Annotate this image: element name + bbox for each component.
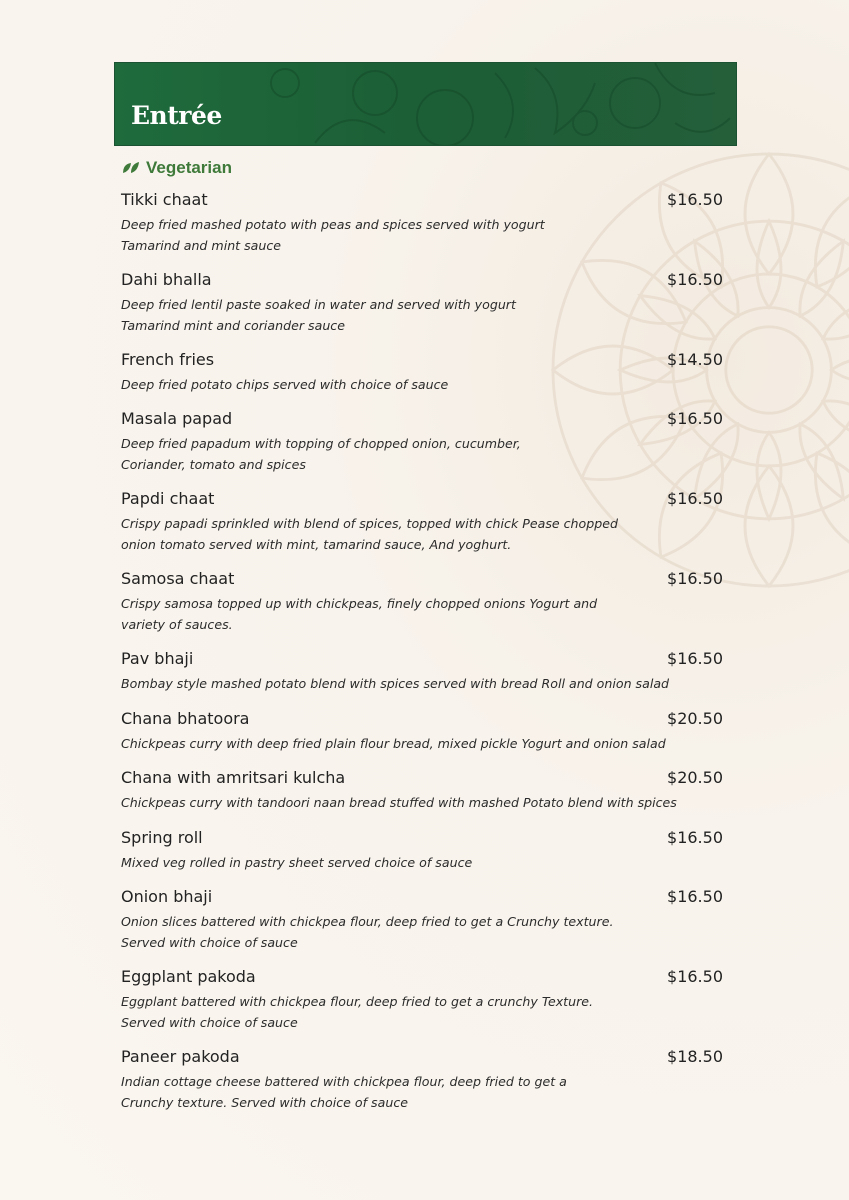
item-name: Chana bhatoora: [121, 709, 250, 728]
item-name: Paneer pakoda: [121, 1047, 240, 1066]
item-price: $16.50: [667, 887, 723, 906]
item-description: Deep fried mashed potato with peas and spices served with yogurt Tamarind and mint sauce: [121, 217, 545, 253]
section-heading: [122, 158, 232, 178]
item-name: Onion bhaji: [121, 887, 213, 906]
item-name: Papdi chaat: [121, 489, 215, 508]
item-price: $16.50: [667, 828, 723, 847]
item-description: Crispy samosa topped up with chickpeas, finely chopped onions Yogurt and variety of sauces.: [121, 596, 598, 632]
item-name: Eggplant pakoda: [121, 967, 256, 986]
item-price: $16.50: [667, 569, 723, 588]
item-description: Onion slices battered with chickpea flour, deep fried to get a Crunchy texture. Served with choice of sauce: [121, 914, 614, 950]
item-description: Eggplant battered with chickpea flour, deep fried to get a crunchy Texture. Served with choice of sauce: [121, 994, 593, 1030]
item-description: Chickpeas curry with tandoori naan bread stuffed with mashed Potato blend with spices: [121, 795, 677, 810]
item-name: Masala papad: [121, 409, 233, 428]
item-description: Mixed veg rolled in pastry sheet served choice of sauce: [121, 855, 473, 870]
item-name: Chana with amritsari kulcha: [121, 768, 346, 787]
item-price: $20.50: [667, 768, 723, 787]
item-price: $16.50: [667, 967, 723, 986]
item-description: Crispy papadi sprinkled with blend of spices, topped with chick Pease chopped onion tomato served with mint, tamarind sauce, And yoghurt.: [121, 516, 618, 552]
item-description: Deep fried potato chips served with choice of sauce: [121, 377, 449, 392]
item-price: $18.50: [667, 1047, 723, 1066]
item-name: Dahi bhalla: [121, 270, 212, 289]
item-description: Deep fried lentil paste soaked in water and served with yogurt Tamarind mint and coriander sauce: [121, 297, 516, 333]
item-price: $20.50: [667, 709, 723, 728]
item-description: Deep fried papadum with topping of chopped onion, cucumber, Coriander, tomato and spices: [121, 436, 521, 472]
page-title: Entrée: [131, 101, 222, 130]
item-name: French fries: [121, 350, 215, 369]
item-price: $16.50: [667, 190, 723, 209]
item-price: $16.50: [667, 409, 723, 428]
item-price: $16.50: [667, 489, 723, 508]
item-price: $14.50: [667, 350, 723, 369]
item-description: Chickpeas curry with deep fried plain flour bread, mixed pickle Yogurt and onion salad: [121, 736, 666, 751]
item-name: Spring roll: [121, 828, 203, 847]
section-label: Vegetarian: [146, 158, 232, 177]
item-name: Pav bhaji: [121, 649, 194, 668]
item-name: Tikki chaat: [121, 190, 208, 209]
item-price: $16.50: [667, 270, 723, 289]
item-name: Samosa chaat: [121, 569, 235, 588]
item-description: Indian cottage cheese battered with chickpea flour, deep fried to get a Crunchy texture. Served with choice of sauce: [121, 1074, 567, 1110]
item-description: Bombay style mashed potato blend with spices served with bread Roll and onion salad: [121, 676, 670, 691]
leaf-icon: [122, 161, 140, 175]
header-banner: [114, 62, 737, 146]
item-price: $16.50: [667, 649, 723, 668]
